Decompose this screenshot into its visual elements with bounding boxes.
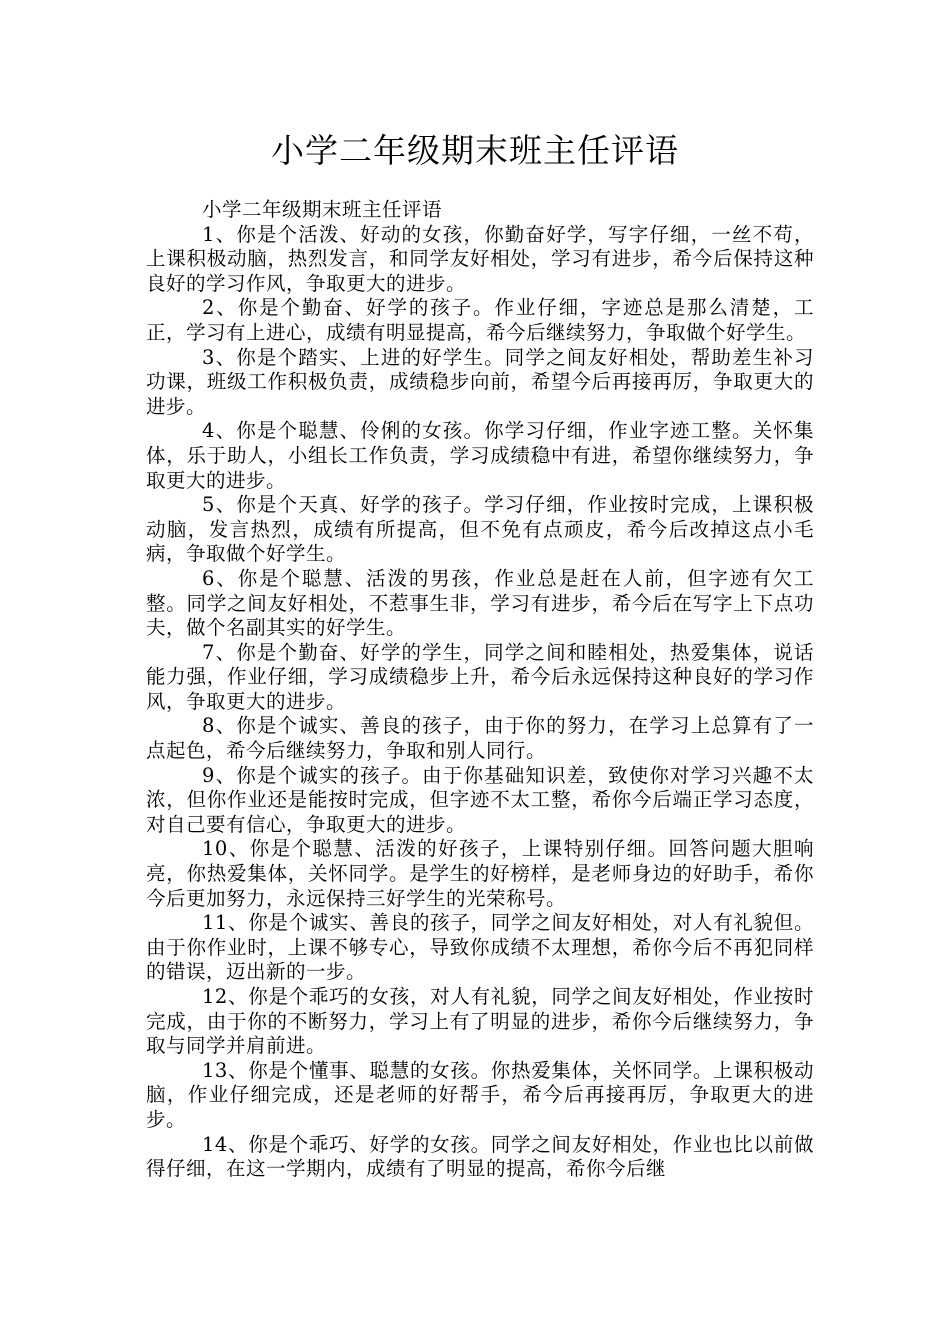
comment-paragraph-9: 9、你是个诚实的孩子。由于你基础知识差，致使你对学习兴趣不太浓，但你作业还是能按时完成，但字迹不太工整，希你今后端正学习态度，对自己要有信心，争取更大的进步。 [146, 763, 814, 836]
comment-paragraph-3: 3、你是个踏实、上进的好学生。同学之间友好相处，帮助差生补习功课，班级工作积极负责，成绩稳步向前，希望今后再接再厉，争取更大的进步。 [146, 345, 814, 418]
comment-paragraph-10: 10、你是个聪慧、活泼的好孩子，上课特别仔细。回答问题大胆响亮，你热爱集体，关怀同学。是学生的好榜样，是老师身边的好助手，希你今后更加努力，永远保持三好学生的光荣称号。 [146, 837, 814, 910]
comment-paragraph-1: 1、你是个活泼、好动的女孩，你勤奋好学，写字仔细，一丝不苟，上课积极动脑，热烈发言，和同学友好相处，学习有进步，希今后保持这种良好的学习作风，争取更大的进步。 [146, 222, 814, 295]
comment-paragraph-2: 2、你是个勤奋、好学的孩子。作业仔细，字迹总是那么清楚，工正，学习有上进心，成绩有明显提高，希今后继续努力，争取做个好学生。 [146, 296, 814, 344]
comment-paragraph-7: 7、你是个勤奋、好学的学生，同学之间和睦相处，热爱集体，说话能力强，作业仔细，学习成绩稳步上升，希今后永远保持这种良好的学习作风，争取更大的进步。 [146, 640, 814, 713]
comment-paragraph-8: 8、你是个诚实、善良的孩子，由于你的努力，在学习上总算有了一点起色，希今后继续努力，争取和别人同行。 [146, 714, 814, 763]
comment-paragraph-4: 4、你是个聪慧、伶俐的女孩。你学习仔细，作业字迹工整。关怀集体，乐于助人，小组长工作负责，学习成绩稳中有进，希望你继续努力，争取更大的进步。 [146, 419, 814, 492]
comment-paragraph-13: 13、你是个懂事、聪慧的女孩。你热爱集体，关怀同学。上课积极动脑，作业仔细完成，还是老师的好帮手，希今后再接再厉，争取更大的进步。 [146, 1058, 814, 1131]
comment-paragraph-11: 11、你是个诚实、善良的孩子，同学之间友好相处，对人有礼貌但。由于你作业时，上课不够专心，导致你成绩不太理想，希你今后不再犯同样的错误，迈出新的一步。 [146, 911, 814, 984]
comment-paragraph-5: 5、你是个天真、好学的孩子。学习仔细，作业按时完成，上课积极动脑，发言热烈，成绩有所提高，但不免有点顽皮，希今后改掉这点小毛病，争取做个好学生。 [146, 493, 814, 566]
document-subtitle: 小学二年级期末班主任评语 [202, 198, 443, 221]
comment-paragraph-14: 14、你是个乖巧、好学的女孩。同学之间友好相处，作业也比以前做得仔细，在这一学期内，成绩有了明显的提高，希你今后继 [146, 1132, 814, 1181]
document-title: 小学二年级期末班主任评语 [271, 131, 679, 170]
document-body [146, 198, 814, 1182]
comment-paragraph-12: 12、你是个乖巧的女孩，对人有礼貌，同学之间友好相处，作业按时完成，由于你的不断努力，学习上有了明显的进步，希你今后继续努力，争取与同学并肩前进。 [146, 985, 814, 1058]
comment-paragraph-6: 6、你是个聪慧、活泼的男孩，作业总是赶在人前，但字迹有欠工整。同学之间友好相处，不惹事生非，学习有进步，希今后在写字上下点功夫，做个名副其实的好学生。 [146, 566, 814, 640]
